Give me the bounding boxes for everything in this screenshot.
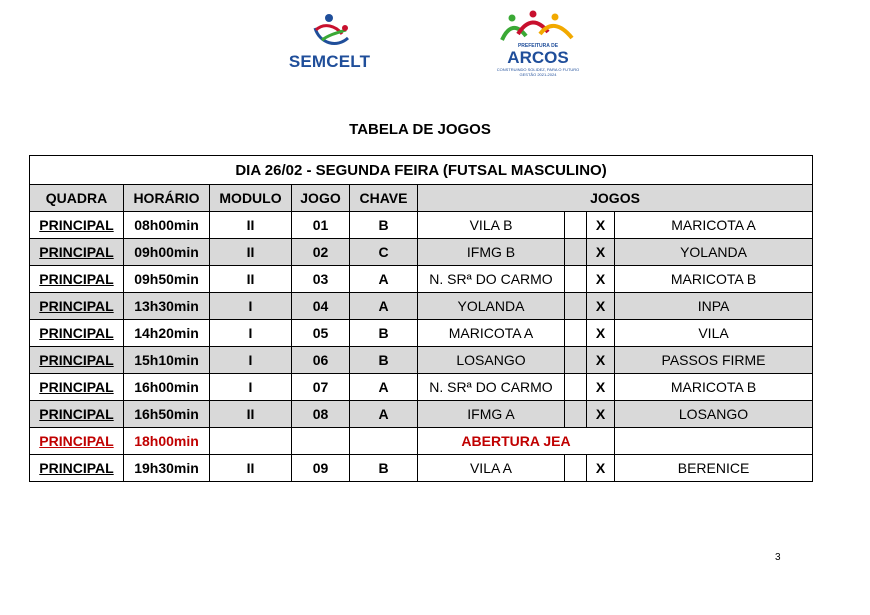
cell-quadra: PRINCIPAL bbox=[30, 212, 124, 239]
cell-chave bbox=[350, 428, 418, 455]
cell-chave: A bbox=[350, 374, 418, 401]
cell-time1: VILA B bbox=[418, 212, 565, 239]
cell-chave: B bbox=[350, 347, 418, 374]
cell-horario: 18h00min bbox=[124, 428, 210, 455]
table-caption: DIA 26/02 - SEGUNDA FEIRA (FUTSAL MASCULINO) bbox=[30, 156, 813, 185]
cell-chave: B bbox=[350, 320, 418, 347]
cell-time2: INPA bbox=[615, 293, 813, 320]
cell-modulo bbox=[210, 428, 292, 455]
cell-time1: YOLANDA bbox=[418, 293, 565, 320]
cell-spacer bbox=[565, 347, 587, 374]
header-horario: HORÁRIO bbox=[124, 185, 210, 212]
cell-time2 bbox=[615, 428, 813, 455]
cell-chave: C bbox=[350, 239, 418, 266]
cell-spacer bbox=[565, 374, 587, 401]
header-jogo: JOGO bbox=[292, 185, 350, 212]
cell-time2: MARICOTA A bbox=[615, 212, 813, 239]
cell-modulo: II bbox=[210, 401, 292, 428]
cell-versus: X bbox=[587, 293, 615, 320]
games-table bbox=[29, 155, 813, 482]
cell-horario: 08h00min bbox=[124, 212, 210, 239]
cell-quadra: PRINCIPAL bbox=[30, 293, 124, 320]
cell-jogo: 02 bbox=[292, 239, 350, 266]
cell-versus: X bbox=[587, 320, 615, 347]
cell-modulo: II bbox=[210, 266, 292, 293]
cell-spacer bbox=[565, 293, 587, 320]
cell-time2: VILA bbox=[615, 320, 813, 347]
cell-horario: 19h30min bbox=[124, 455, 210, 482]
cell-versus: X bbox=[587, 347, 615, 374]
cell-versus: X bbox=[587, 374, 615, 401]
cell-time1: LOSANGO bbox=[418, 347, 565, 374]
cell-spacer bbox=[565, 455, 587, 482]
cell-horario: 09h00min bbox=[124, 239, 210, 266]
cell-quadra: PRINCIPAL bbox=[30, 428, 124, 455]
cell-chave: A bbox=[350, 401, 418, 428]
cell-spacer bbox=[565, 266, 587, 293]
cell-versus: X bbox=[587, 401, 615, 428]
cell-time2: BERENICE bbox=[615, 455, 813, 482]
cell-chave: B bbox=[350, 455, 418, 482]
cell-horario: 15h10min bbox=[124, 347, 210, 374]
cell-time2: YOLANDA bbox=[615, 239, 813, 266]
cell-time1: VILA A bbox=[418, 455, 565, 482]
cell-quadra: PRINCIPAL bbox=[30, 374, 124, 401]
cell-time1: IFMG A bbox=[418, 401, 565, 428]
cell-spacer bbox=[565, 401, 587, 428]
arcos-logo-line3: CONSTRUINDO SOLIDEZ, PARA O FUTURO GESTÃO 2021-2024 bbox=[496, 67, 580, 77]
semcelt-logo-text: SEMCELT bbox=[288, 52, 371, 71]
cell-versus: X bbox=[587, 212, 615, 239]
cell-horario: 13h30min bbox=[124, 293, 210, 320]
cell-quadra: PRINCIPAL bbox=[30, 401, 124, 428]
cell-modulo: I bbox=[210, 347, 292, 374]
cell-modulo: II bbox=[210, 212, 292, 239]
cell-time1: N. SRª DO CARMO bbox=[418, 266, 565, 293]
table-row bbox=[30, 239, 813, 266]
table-row bbox=[30, 401, 813, 428]
cell-jogo: 01 bbox=[292, 212, 350, 239]
cell-jogo: 05 bbox=[292, 320, 350, 347]
cell-quadra: PRINCIPAL bbox=[30, 266, 124, 293]
table-row-highlight bbox=[30, 428, 813, 455]
cell-modulo: I bbox=[210, 320, 292, 347]
page-number: 3 bbox=[775, 552, 781, 563]
cell-horario: 16h00min bbox=[124, 374, 210, 401]
cell-versus: X bbox=[587, 455, 615, 482]
cell-modulo: II bbox=[210, 455, 292, 482]
cell-time2: LOSANGO bbox=[615, 401, 813, 428]
cell-versus: X bbox=[587, 239, 615, 266]
cell-modulo: I bbox=[210, 293, 292, 320]
cell-time1: MARICOTA A bbox=[418, 320, 565, 347]
cell-time1: IFMG B bbox=[418, 239, 565, 266]
header-chave: CHAVE bbox=[350, 185, 418, 212]
cell-time2: PASSOS FIRME bbox=[615, 347, 813, 374]
cell-jogo bbox=[292, 428, 350, 455]
cell-jogo: 03 bbox=[292, 266, 350, 293]
cell-chave: B bbox=[350, 212, 418, 239]
cell-chave: A bbox=[350, 293, 418, 320]
cell-horario: 14h20min bbox=[124, 320, 210, 347]
cell-jogo: 06 bbox=[292, 347, 350, 374]
cell-quadra: PRINCIPAL bbox=[30, 320, 124, 347]
cell-time2: MARICOTA B bbox=[615, 266, 813, 293]
cell-spacer bbox=[565, 212, 587, 239]
header-jogos: JOGOS bbox=[418, 185, 813, 212]
table-row bbox=[30, 212, 813, 239]
table-row bbox=[30, 455, 813, 482]
table-row bbox=[30, 374, 813, 401]
cell-quadra: PRINCIPAL bbox=[30, 455, 124, 482]
cell-spacer bbox=[565, 320, 587, 347]
header-quadra: QUADRA bbox=[30, 185, 124, 212]
cell-jogo: 04 bbox=[292, 293, 350, 320]
cell-spacer bbox=[565, 239, 587, 266]
cell-jogo: 09 bbox=[292, 455, 350, 482]
table-row bbox=[30, 347, 813, 374]
semcelt-emblem-icon bbox=[282, 10, 377, 54]
cell-horario: 16h50min bbox=[124, 401, 210, 428]
cell-jogo: 07 bbox=[292, 374, 350, 401]
table-row bbox=[30, 293, 813, 320]
cell-quadra: PRINCIPAL bbox=[30, 347, 124, 374]
table-row bbox=[30, 320, 813, 347]
cell-modulo: I bbox=[210, 374, 292, 401]
document-title: TABELA DE JOGOS bbox=[349, 121, 491, 138]
cell-time2: MARICOTA B bbox=[615, 374, 813, 401]
arcos-emblem-icon bbox=[492, 10, 584, 44]
cell-horario: 09h50min bbox=[124, 266, 210, 293]
cell-quadra: PRINCIPAL bbox=[30, 239, 124, 266]
cell-versus: X bbox=[587, 266, 615, 293]
header-modulo: MODULO bbox=[210, 185, 292, 212]
semcelt-logo bbox=[282, 10, 377, 72]
arcos-logo-line1: PREFEITURA DE bbox=[517, 43, 559, 49]
cell-jogo: 08 bbox=[292, 401, 350, 428]
cell-chave: A bbox=[350, 266, 418, 293]
cell-time1: N. SRª DO CARMO bbox=[418, 374, 565, 401]
cell-modulo: II bbox=[210, 239, 292, 266]
arcos-logo-name: ARCOS bbox=[507, 48, 569, 67]
table-row bbox=[30, 266, 813, 293]
arcos-logo bbox=[492, 10, 584, 77]
cell-event: ABERTURA JEA bbox=[418, 428, 615, 455]
